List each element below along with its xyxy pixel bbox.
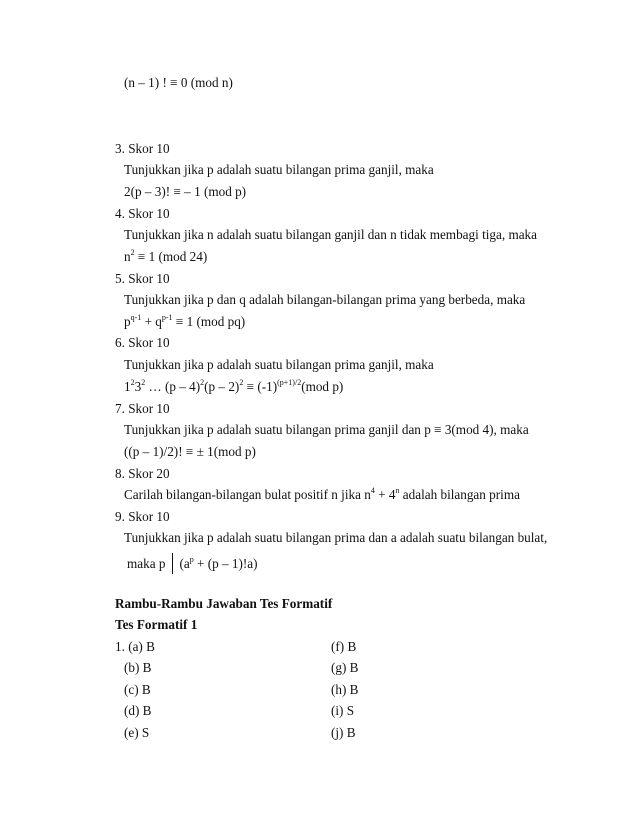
problem-8-number: 8. Skor 20: [115, 466, 170, 481]
answer-left-5: (e) S: [124, 725, 150, 740]
answer-right-1: (f) B: [331, 639, 357, 654]
answer-right-5: (j) B: [331, 725, 356, 740]
problem-9-text: Tunjukkan jika p adalah suatu bilangan prima dan a adalah suatu bilangan bulat,: [124, 530, 548, 545]
problem-4-text: Tunjukkan jika n adalah suatu bilangan ganjil dan n tidak membagi tiga, maka: [124, 227, 537, 242]
problem-7-formula: ((p – 1)/2)! ≡ ± 1(mod p): [124, 444, 256, 459]
problem-3-formula: 2(p – 3)! ≡ – 1 (mod p): [124, 184, 247, 199]
problem-4-formula: $n^2 \equiv 1$ (mod 24): [124, 248, 208, 264]
problem-7-text: Tunjukkan jika p adalah suatu bilangan prima ganjil dan p ≡ 3(mod 4), maka: [124, 422, 529, 437]
problem-7-number: 7. Skor 10: [115, 401, 170, 416]
problem-5-text: Tunjukkan jika p dan q adalah bilangan-bilangan prima yang berbeda, maka: [124, 292, 526, 307]
answer-heading: Rambu-Rambu Jawaban Tes Formatif: [115, 596, 333, 611]
problem-6-text: Tunjukkan jika p adalah suatu bilangan prima ganjil, maka: [124, 357, 434, 372]
answer-left-2: (b) B: [124, 660, 152, 675]
answer-left-3: (c) B: [124, 682, 151, 697]
answer-right-4: (i) S: [331, 703, 355, 718]
answer-subheading: Tes Formatif 1: [115, 617, 198, 632]
divides-bar: [172, 553, 173, 574]
problem-9-number: 9. Skor 10: [115, 509, 170, 524]
problem-5-number: 5. Skor 10: [115, 271, 170, 286]
top-formula: (n – 1) ! ≡ 0 (mod n): [124, 75, 233, 90]
problem-3-number: 3. Skor 10: [115, 141, 170, 156]
answer-left-4: (d) B: [124, 703, 152, 718]
answer-right-2: (g) B: [331, 660, 359, 675]
problem-6-formula: $1^23^2$ … $(p - 4)^2(p - 2)^2 \equiv (-1)^{(p+1)/2}(mod$ p): [124, 378, 344, 394]
answer-right-3: (h) B: [331, 682, 359, 697]
problem-3-text: Tunjukkan jika p adalah suatu bilangan prima ganjil, maka: [124, 162, 434, 177]
problem-4-number: 4. Skor 10: [115, 206, 170, 221]
problem-5-formula: $p^{q-1} + q^{p-1} \equiv 1$ (mod pq): [124, 313, 246, 329]
answer-left-1: 1. (a) B: [115, 639, 155, 654]
problem-6-number: 6. Skor 10: [115, 335, 170, 350]
problem-8-text: Carilah bilangan-bilangan bulat positif n jika $n^4 + 4^n$ adalah bilangan prima: [124, 486, 520, 502]
problem-9-formula: maka p $(a^p + (p - 1)!a)$: [127, 553, 258, 574]
